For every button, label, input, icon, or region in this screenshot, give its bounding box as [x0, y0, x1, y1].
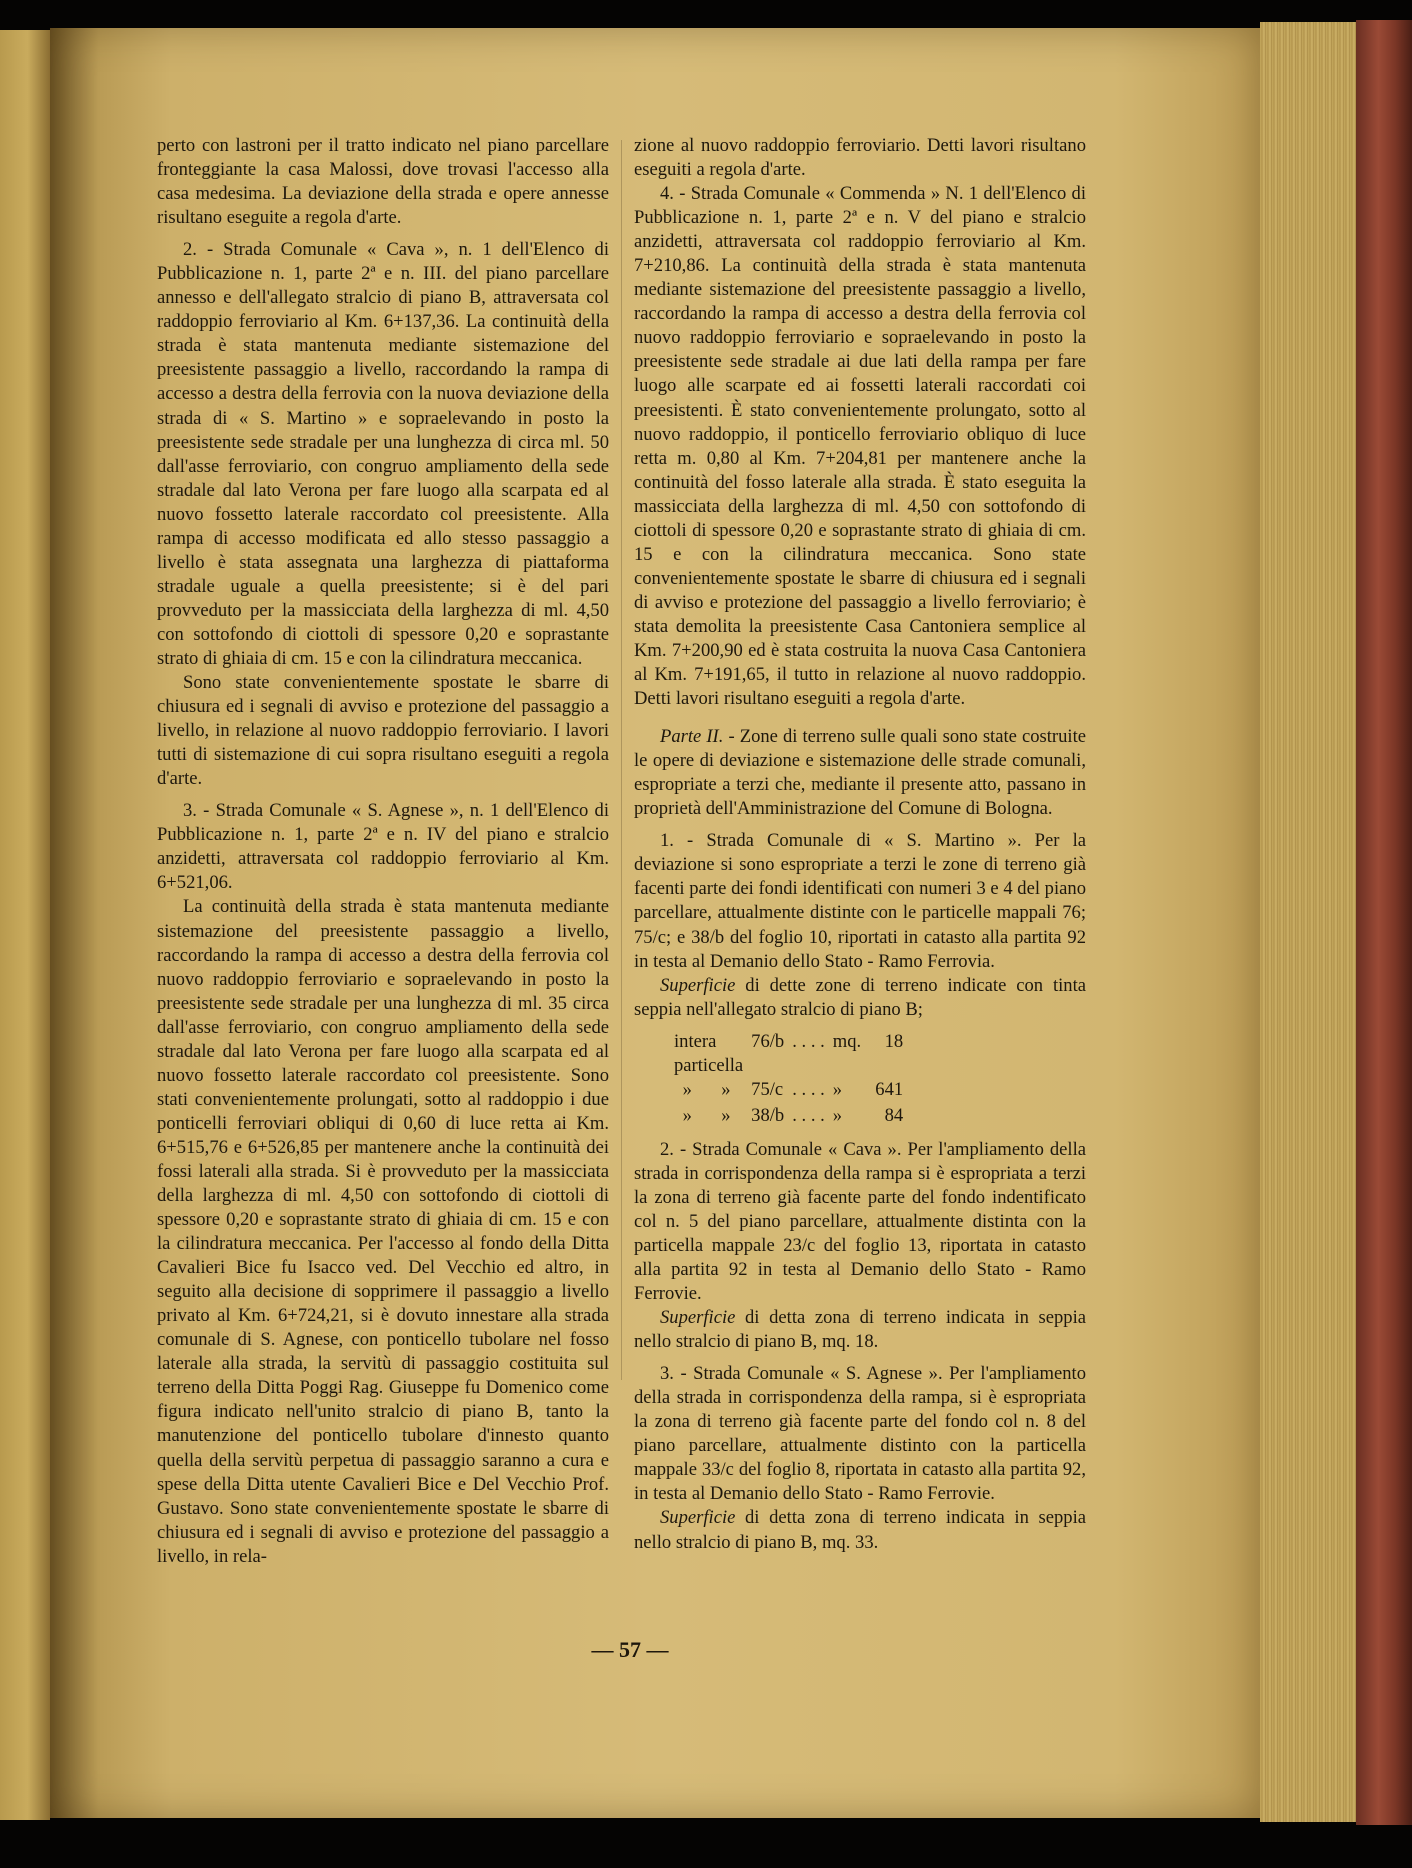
paragraph-continuita-agnese: La continuità della strada è stata mantenuta mediante sistemazione del preesistente passaggio a livello, raccordando la rampa di accesso a destra della ferrovia col nuovo raddoppio ferroviario e sopraelevando in posto la preesistente sede stradale per una lunghezza di ml. 35 circa dall'asse ferroviario, con congruo ampliamento della sede stradale dal lato Verona per fare luogo alla scarpata ed al nuovo fossetto laterale raccordato col preesistente. Sono stati convenientemente prolungati, sotto al raddoppio i due ponticelli ferroviari obliqui di 0,60 di luce retta ai Km. 6+515,76 e 6+526,85 per mantenere anche la continuità dei fossi laterali alla strada. Si è provveduto per la massicciata della larghezza di ml. 4,50 con sottofondo di ciottoli di spessore 0,20 e soprastante strato di ghiaia di cm. 15 e con la cilindratura meccanica. Per l'accesso al fondo della Ditta Cavalieri Bice fu Isacco ved. Del Vecchio ed altro, in seguito alla decisione di sopprimere il passaggio a livello privato al Km. 6+724,21, si è dovuto innestare alla strada comunale di S. Agnese, con ponticello tubolare nel fosso laterale alla strada, la servitù di passaggio costituita sul terreno della Ditta Poggi Rag. Giuseppe fu Domenico come figura indicato nell'unito stralcio di piano B, tanto la manutenzione del ponticello tubolare d'innesto quanto quella della servitù perpetua di passaggio saranno a cura e spese della Ditta utente Cavalieri Bice e Del Vecchio Prof. Gustavo. Sono state convenientemente spostate le sbarre di chiusura ed i segnali di avviso e protezione del passaggio a livello, in rela- [157, 896, 609, 1567]
left-column [157, 134, 609, 1569]
parcel-unit: » [832, 1078, 843, 1100]
parcel-dots: . . . . [792, 1104, 825, 1126]
book-cover-edge [1356, 20, 1412, 1825]
parcel-area: 641 [875, 1078, 904, 1100]
paragraph-strada-cava: 2. - Strada Comunale « Cava », n. 1 dell'Elenco di Pubblicazione n. 1, parte 2ª e n. III. del piano parcellare annesso e dell'allegato stralcio di piano B, attraversata col raddoppio ferroviario al Km. 6+137,36. La continuità della strada è stata mantenuta mediante sistemazione del preesistente passaggio a livello, raccordando la rampa di accesso a destra della ferrovia con la nuova deviazione della strada di « S. Martino » e sopraelevando in posto la preesistente sede stradale per una lunghezza di circa ml. 50 dall'asse ferroviario, con congruo ampliamento della sede stradale dal lato Verona per fare luogo alla scarpata ed al nuovo fossetto laterale raccordato col preesistente. Alla rampa di accesso modificata ed allo stesso passaggio a livello è stata assegnata una larghezza di piattaforma stradale uguale a quella preesistente; si è del pari provveduto per la massicciata della larghezza di ml. 4,50 con sottofondo di ciottoli di spessore 0,20 e soprastante strato di ghiaia di cm. 15 e con la cilindratura meccanica. [157, 239, 609, 669]
paragraph-strada-cava-2: 2. - Strada Comunale « Cava ». Per l'ampliamento della strada in corrispondenza della rampa si è espropriata a terzi la zona di terreno già facente parte del fondo indentificato col n. 5 del piano parcellare, attualmente distinta con la particella mappale 23/c del foglio 13, riportata in catasto alla partita 92 in testa al Demanio dello Stato - Ramo Ferrovie. [634, 1138, 1086, 1305]
paragraph-sbarre: Sono state convenientemente spostate le sbarre di chiusura ed i segnali di avviso e protezione del passaggio a livello, in relazione al nuovo raddoppio ferroviario. I lavori tutti di sistemazione di cui sopra risultano eseguiti a regola d'arte. [157, 672, 609, 790]
table-row [670, 1104, 907, 1130]
paragraph-superficie-cava: Superficie di detta zona di terreno indicata in seppia nello stralcio di piano B, mq. 18. [634, 1307, 1086, 1353]
parcel-id: 38/b [751, 1104, 785, 1126]
parcel-id: 76/b [751, 1030, 785, 1052]
parcel-ditto: » [682, 1104, 692, 1126]
page-stack-edge [1260, 22, 1356, 1822]
table-row [670, 1030, 907, 1078]
paragraph-strada-commenda: 4. - Strada Comunale « Commenda » N. 1 dell'Elenco di Pubblicazione n. 1, parte 2ª e n. V del piano e stralcio anzidetti, attraversata col raddoppio ferroviario al Km. 7+210,86. La continuità della strada è stata mantenuta mediante sistemazione del preesistente passaggio a livello, raccordando la rampa di accesso a destra della ferrovia col nuovo raddoppio ferroviario e sopraelevando in posto la preesistente sede stradale ai due lati della rampa per fare luogo alle scarpate ed ai fossetti laterali raccordati coi preesistenti. È stato convenientemente prolungato, sotto al nuovo raddoppio, il ponticello ferroviario obliquo di luce retta m. 0,80 al Km. 7+204,81 per mantenere anche la continuità del fosso laterale alla strada. È stato eseguita la massicciata della larghezza di ml. 4,50 con sottofondo di ciottoli di spessore 0,20 e soprastante strato di ghiaia di cm. 15 e con la cilindratura meccanica. Sono state convenientemente spostate le sbarre di chiusura ed i segnali di avviso e protezione del passaggio a livello ferroviario; è stata demolita la preesistente Casa Cantoniera semplice al Km. 7+200,90 ed è stata costruita la nuova Casa Cantoniera al Km. 7+191,65, il tutto in relazione al nuovo raddoppio. Detti lavori risultano eseguiti a regola d'arte. [634, 183, 1086, 710]
paragraph-strada-agnese: 3. - Strada Comunale « S. Agnese », n. 1 dell'Elenco di Pubblicazione n. 1, parte 2ª e n. IV del piano e stralcio anzidetti, attraversata col raddoppio ferroviario al Km. 6+521,06. [157, 800, 609, 894]
parcel-ditto: » [682, 1078, 692, 1100]
table-row [670, 1078, 907, 1104]
superficie-label: Superficie [660, 974, 736, 996]
parte-ii-label: Parte II. [660, 726, 724, 748]
paragraph-superficie-martino: Superficie di dette zone di terreno indicate con tinta seppia nell'allegato stralcio di piano B; [634, 974, 1086, 1020]
parcel-label: intera particella [674, 1030, 744, 1076]
superficie-label: Superficie [660, 1507, 736, 1529]
page-number: — 57 — [591, 1637, 669, 1662]
paragraph-superficie-agnese: Superficie di detta zona di terreno indicata in seppia nello stralcio di piano B, mq. 33. [634, 1507, 1086, 1553]
paragraph-parte-ii [634, 725, 1086, 821]
parcel-unit: mq. [832, 1030, 862, 1052]
paragraph-continuation-right: zione al nuovo raddoppio ferroviario. Detti lavori risultano eseguiti a regola d'arte. [634, 135, 1086, 181]
left-page-edge [0, 30, 50, 1820]
superficie-label: Superficie [660, 1307, 736, 1329]
parcel-dots: . . . . [792, 1030, 825, 1052]
parcel-dots: . . . . [792, 1078, 825, 1100]
paragraph-continuation: perto con lastroni per il tratto indicato nel piano parcellare fronteggiante la casa Malossi, dove trovasi l'accesso alla casa medesima. La deviazione della strada e opere annesse risultano eseguite a regola d'arte. [157, 135, 609, 229]
parcel-id: 75/c [751, 1078, 784, 1100]
parcel-ditto: » [721, 1104, 731, 1126]
parcel-area: 18 [884, 1030, 904, 1052]
paragraph-strada-martino: 1. - Strada Comunale di « S. Martino ». Per la deviazione si sono espropriate a terzi le zone di terreno già facenti parte dei fondi identificati con numeri 3 e 4 del piano parcellare, attualmente distinte con le particelle mappali 76; 75/c; e 38/b del foglio 10, riportati in catasto alla partita 92 in testa al Demanio dello Stato - Ramo Ferrovia. [634, 830, 1086, 972]
parcel-ditto: » [721, 1078, 731, 1100]
parcel-table [670, 1030, 907, 1130]
parcel-unit: » [832, 1104, 843, 1126]
paragraph-strada-agnese-2: 3. - Strada Comunale « S. Agnese ». Per l'ampliamento della strada in corrispondenza della rampa, si è espropriata la zona di terreno già facente parte del fondo col n. 8 del piano parcellare, attualmente distinto con la particella mappale 33/c del foglio 8, riportata in catasto alla partita 92, in testa al Demanio dello Stato - Ramo Ferrovie. [634, 1363, 1086, 1505]
column-divider [621, 140, 622, 1380]
parte-ii-text: - Zone di terreno sulle quali sono state costruite le opere di deviazione e sistemazione delle strade comunali, espropriate a terzi che, mediante il presente atto, passano in proprietà dell'Amministrazione del Comune di Bologna. [634, 726, 1086, 820]
parcel-area: 84 [884, 1104, 904, 1126]
right-column [634, 134, 1086, 1555]
